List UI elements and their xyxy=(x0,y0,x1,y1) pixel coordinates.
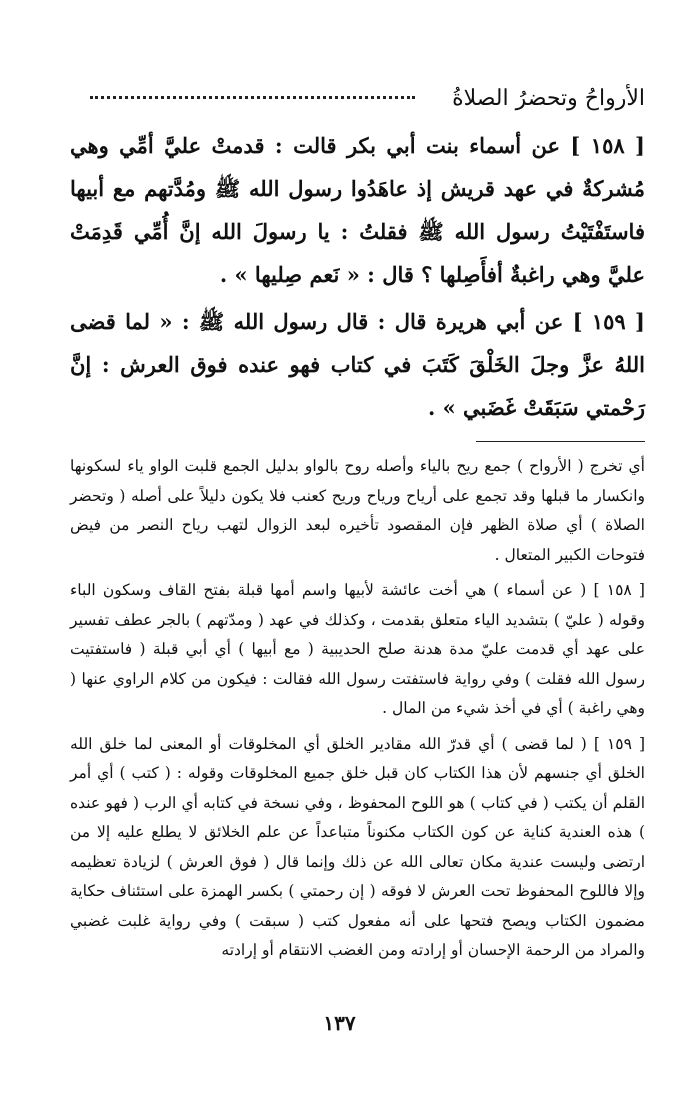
commentary-158: [ ١٥٨ ] ( عن أسماء ) هي أخت عائشة لأبيها واسم أمها قبلة بفتح القاف وسكون الباء وقوله ( عليّ ) بتشديد الياء متعلق بقدمت ، وكذلك في عهد ( ومدّتهم ) بالجر عطف تفسير على عهد أي قدمت عليّ مدة هدنة صلح الحديبية ( مع أبيها ) أي أبي قبلة ( فاستفتيت رسول الله فقلت ) وفي رواية فاستفتت رسول الله فقالت : فيكون من كلام الراوي عنها ( وهي راغبة ) أي في أخذ شيء من المال . xyxy=(70,581,645,717)
footnote-divider xyxy=(476,441,645,442)
running-header xyxy=(90,82,645,118)
commentary-159: [ ١٥٩ ] ( لما قضى ) أي قدرّ الله مقادير الخلق أي المخلوقات أو المعنى لما خلق الله الخلق أي جنسهم لأن هذا الكتاب كان قبل خلق جميع المخلوقات وقوله : ( كتب ) أي أمر القلم أن يكتب ( في كتاب ) هو اللوح المحفوظ ، وفي نسخة في كتابه أي الرب ( فهو عنده ) هذه العندية كناية عن كون الكتاب مكنوناً متباعداً عن علم الخلائق لا يطلع عليه إلا من ارتضى وليست عندية مكان تعالى الله عن ذلك وإنما قال ( فوق العرش ) لزيادة تعظيمه وإلا فاللوح المحفوظ تحت العرش لا فوقه ( إن رحمتي ) بكسر الهمزة على استئناف حكاية مضمون الكتاب ويصح فتحها على أنه مفعول كتب ( سبقت ) وفي رواية غلبت غضبي والمراد من الرحمة الإحسان أو إرادته ومن الغضب الانتقام أو إرادته xyxy=(70,734,645,959)
commentary xyxy=(70,452,645,972)
hadith-158: [ ١٥٨ ] عن أسماء بنت أبي بكر قالت : قدمتْ عليَّ أمِّي وهي مُشركةٌ في عهد قريش إذ عاهَدُوا رسول الله ﷺ ومُدَّتهم مع أبيها فاستَفْتَيْتُ رسول الله ﷺ فقلتُ : يا رسولَ الله إنَّ أُمِّي قَدِمَتْ عليَّ وهي راغبةٌ أفأَصِلها ؟ قال : « نَعم صِليها » . xyxy=(70,133,645,287)
hadith-text xyxy=(70,124,645,433)
hadith-159: [ ١٥٩ ] عن أبي هريرة قال : قال رسول الله ﷺ : « لما قضى اللهُ عزَّ وجلَ الخَلْقَ كَتَبَ في كتاب فهو عنده فوق العرش : إنَّ رَحْمتي سَبَقَتْ غَضَبي » . xyxy=(70,309,645,420)
page-number: ١٣٧ xyxy=(323,1011,356,1035)
commentary-header-note: أي تخرج ( الأرواح ) جمع ريح بالياء وأصله روح بالواو بدليل الجمع قلبت الواو ياء لسكونها وانكسار ما قبلها وقد تجمع على أرياح ورياح وريح كعنب فلا يكون دليلاً على أصله ( وتحضر الصلاة ) أي صلاة الظهر فإن المقصود تأخيره لبعد الزوال لتهب رياح النصر من فيض فتوحات الكبير المتعال . xyxy=(70,457,645,564)
header-dotted-leader xyxy=(90,96,415,99)
header-title: الأرواحُ وتحضرُ الصلاةُ xyxy=(452,86,645,111)
